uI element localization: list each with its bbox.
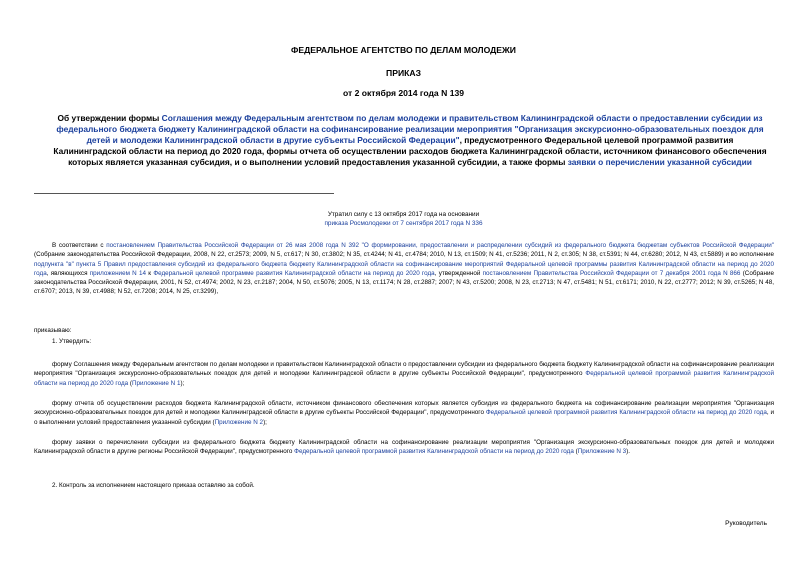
link-program-p6[interactable]: Федеральной целевой программой развития Калининградской области на период до 2020 года — [294, 448, 574, 456]
link-decree-866[interactable]: постановлением Правительства Российской Федерации от 7 декабря 2001 года N 866 — [482, 269, 741, 277]
item-1-heading: 1. Утвердить: — [52, 338, 92, 345]
document-date: от 2 октября 2014 года N 139 — [342, 88, 465, 98]
status-text: Утратил силу с 13 октября 2017 года на основании — [327, 211, 480, 218]
p1-text-e: , утвержденной — [434, 269, 483, 277]
link-program-p4[interactable]: Федеральной целевой программой развития Калининградской области на период до 2020 года — [34, 370, 775, 387]
order-word: приказываю: — [34, 327, 72, 334]
document-type: ПРИКАЗ — [386, 68, 421, 78]
link-annex-14[interactable]: приложением N 14 — [89, 269, 146, 277]
p1-text-b: (Собрание законодательства Российской Федерации, 2008, N 22, ст.2573; 2009, N 5, ст.617; N 30, ст.3802; N 35, ст.4244; N 41, ст.4784; 2010, N 13, ст.1509; N 41, ст.5236; 2011, N 2, ст.305; N 38, ст.5391; N 44, ст.6280; 2012, N 43, ст.5889) и во исполнение — [34, 251, 774, 259]
item-2-control: 2. Контроль за исполнением настоящего приказа оставляю за собой. — [52, 482, 255, 489]
p4-text-b: ( — [128, 379, 132, 387]
p4-text-a: форму Соглашения между Федеральным агентством по делам молодежи и правительством Калининградской области о предоставлении субсидии из федерального бюджета бюджету Калининградской области на софинансирование реализации мероприятия "Организация экскурсионно-образовательных поездок для детей и молодежи Калининградской области в другие субъекты Российской Федерации", предусмотренного — [34, 361, 774, 378]
link-decree-392[interactable]: постановлением Правительства Российской Федерации от 26 мая 2008 года N 392 "О формировании, предоставлении и распределении субсидий из федерального бюджета бюджетам субъектов Российской Федерации" — [106, 242, 774, 249]
item-form-agreement — [34, 360, 774, 388]
title-middle: , предусмотренного Федеральной целевой программой развития Калининградской области на период до 2020 года, формы отчета об осуществлении расходов бюджета Калининградской области, источником финансового обеспечения которых является указанная субсидия, и о выполнении условий предоставления указанной субсидии, а также формы — [53, 135, 767, 167]
p5-text-c: ); — [263, 418, 267, 426]
preamble-paragraph — [34, 241, 774, 297]
title-prefix: Об утверждении формы — [57, 113, 162, 123]
p5-text-a: форму отчета об осуществлении расходов бюджета Калининградской области, источником финансового обеспечения которых является субсидия из федерального бюджета на софинансирование реализации мероприятия "Организация экскурсионно-образовательных поездок для детей и молодежи Калининградской области в другие субъекты Российской Федерации", предусмотренного — [34, 400, 774, 417]
link-annex-3[interactable]: Приложение N 3 — [577, 448, 627, 456]
p6-text-a: форму заявки о перечислении субсидии из федерального бюджета бюджету Калининградской области на софинансирование реализации мероприятия "Организация экскурсионно-образовательных поездок для детей и молодежи Калининградской области в другие регионы Российской Федерации", предусмотренного — [34, 439, 774, 456]
p6-text-b: ( — [573, 448, 578, 456]
divider — [34, 193, 334, 194]
agency-name: ФЕДЕРАЛЬНОЕ АГЕНТСТВО ПО ДЕЛАМ МОЛОДЕЖИ — [291, 45, 516, 55]
p4-text-c: ); — [180, 379, 185, 387]
p1-text-a: В соответствии с — [52, 242, 107, 249]
link-annex-2[interactable]: Приложение N 2 — [214, 418, 264, 426]
status-link[interactable]: приказа Росмолодежи от 7 сентября 2017 года N 336 — [324, 220, 483, 227]
p1-text-d: к — [146, 269, 154, 277]
status-note — [0, 210, 807, 228]
p1-text-f: (Собрание законодательства Российской Федерации, 2001, N 52, ст.4974; 2002, N 23, ст.2187; 2004, N 50, ст.5076; 2005, N 13, ст.1174; N 28, ст.2887; 2007; N 43, ст.5200; 2008, N 23, ст.2713; N 47, ст.5481; N 51, ст.6171; 2010, N 22, ст.2777; 2012; N 39, ст.5265; N 48, ст.6707; 2013, N 39, ст.4988; N 52, ст.7208; 2014, N 25, ст.3299), — [34, 269, 774, 296]
title-link-application[interactable]: заявки о перечислении указанной субсидии — [567, 157, 752, 167]
signature-title: Руководитель — [725, 520, 767, 527]
link-program-p5[interactable]: Федеральной целевой программой развития Калининградской области на период до 2020 года — [485, 409, 767, 417]
link-program[interactable]: Федеральной целевой программе развития Калининградской области на период до 2020 года — [153, 269, 435, 277]
link-annex-1[interactable]: Приложение N 1 — [132, 379, 181, 387]
item-form-application — [34, 438, 774, 457]
document-title — [50, 113, 770, 168]
link-subparagraph-v[interactable]: подпункта "в" пункта 5 Правил предоставления субсидий из федерального бюджета бюджету Калининградской области на софинансирование мероприятий Федеральной целевой программы развития Калининградской области на период до 2020 года — [34, 260, 774, 277]
p1-text-c: , являющихся — [46, 269, 90, 277]
title-link-agreement[interactable]: Соглашения между Федеральным агентством по делам молодежи и правительством Калининградской области о предоставлении субсидии из федерального бюджета бюджету Калининградской области на софинансирование реализации мероприятия "Организация экскурсионно-образовательных поездок для детей и молодежи Калининградской области в другие субъекты Российской Федерации" — [56, 113, 764, 145]
p5-text-b: , и о выполнении условий предоставления указанной субсидии ( — [34, 409, 774, 426]
item-form-report — [34, 399, 774, 427]
p6-text-c: ). — [626, 448, 631, 456]
